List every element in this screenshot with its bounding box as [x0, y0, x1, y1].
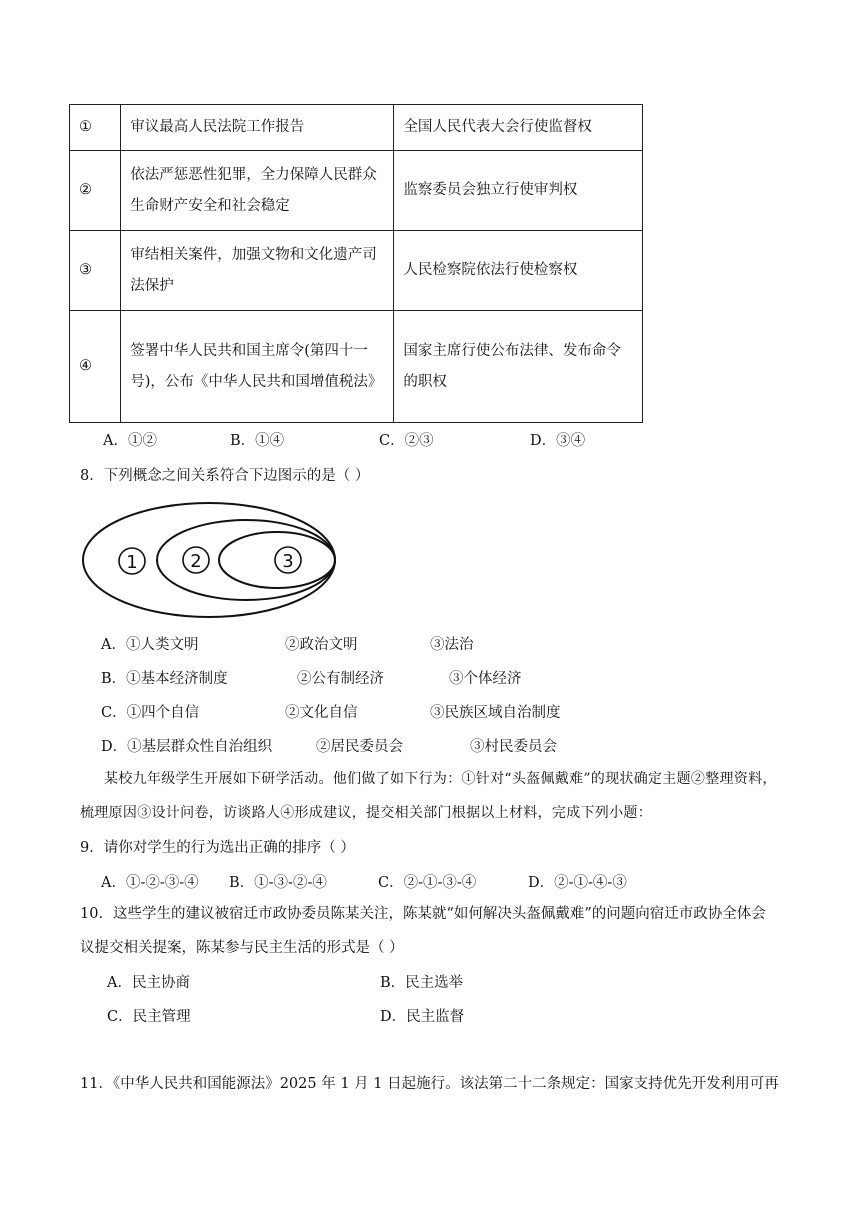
nested-ellipse-diagram [80, 500, 350, 622]
q8-option-d-2: ②居民委员会 [316, 739, 403, 755]
row-event: 审结相关案件，加强文物和文化遗产司法保护 [121, 231, 394, 311]
label-circle-3 [275, 547, 301, 574]
row-number: ① [70, 105, 121, 151]
q8-option-d-1[interactable]: D．①基层群众性自治组织 [101, 739, 273, 755]
table-row [70, 151, 643, 231]
q8-option-b-2: ②公有制经济 [297, 671, 384, 687]
row-number: ④ [70, 311, 121, 423]
material-paragraph: 某校九年级学生开展如下研学活动。他们做了如下行为：①针对“头盔佩戴难”的现状确定主题②整理资料，梳理原因③设计问卷，访谈路人④形成建议，提交相关部门根据以上材料，完成下列小题： [80, 771, 777, 821]
q8-option-b-1[interactable]: B．①基本经济制度 [101, 671, 228, 687]
q8-stem: 8．下列概念之间关系符合下边图示的是（ ） [80, 468, 370, 484]
q11-stem: 11．《中华人民共和国能源法》2025 年 1 月 1 日起施行。该法第二十二条规定：国家支持优先开发利用可再 [80, 1076, 779, 1092]
q9-stem: 9．请你对学生的行为选出正确的排序（ ） [80, 840, 355, 856]
q10-option-c[interactable]: C．民主管理 [107, 1009, 191, 1025]
q8-option-b-3: ③个体经济 [449, 671, 522, 687]
q8-option-a-1[interactable]: A．①人类文明 [101, 637, 199, 653]
q9-option-c[interactable]: C．②-①-③-④ [378, 875, 477, 891]
row-power: 人民检察院依法行使检察权 [394, 231, 643, 311]
q7-option-a[interactable]: A．①② [103, 433, 157, 449]
table-row [70, 231, 643, 311]
q7-table [69, 104, 643, 423]
row-event: 签署中华人民共和国主席令(第四十一号)，公布《中华人民共和国增值税法》 [121, 311, 394, 423]
q8-option-a-2: ②政治文明 [285, 637, 358, 653]
row-power: 国家主席行使公布法律、发布命令的职权 [394, 311, 643, 423]
row-event: 审议最高人民法院工作报告 [121, 105, 394, 151]
table-row [70, 311, 643, 423]
q8-option-d-3: ③村民委员会 [470, 739, 557, 755]
q10-stem: 10．这些学生的建议被宿迁市政协委员陈某关注，陈某就“如何解决头盔佩戴难”的问题向宿迁市政协全体会议提交相关提案，陈某参与民主生活的形式是（ ） [80, 906, 766, 956]
q8-option-a-3: ③法治 [430, 637, 474, 653]
q10-option-a[interactable]: A．民主协商 [107, 975, 190, 991]
q8-option-c-1[interactable]: C．①四个自信 [101, 705, 200, 721]
row-power: 监察委员会独立行使审判权 [394, 151, 643, 231]
q10-option-d[interactable]: D．民主监督 [380, 1009, 465, 1025]
q9-option-a[interactable]: A．①-②-③-④ [101, 875, 199, 891]
ellipse-inner [219, 532, 335, 588]
q8-option-c-2: ②文化自信 [285, 705, 358, 721]
q7-option-d[interactable]: D．③④ [530, 433, 586, 449]
svg-text:1: 1 [126, 552, 138, 573]
q10-option-b[interactable]: B．民主选举 [380, 975, 464, 991]
svg-text:3: 3 [282, 551, 294, 572]
row-event: 依法严惩恶性犯罪，全力保障人民群众生命财产安全和社会稳定 [121, 151, 394, 231]
q8-option-c-3: ③民族区域自治制度 [430, 705, 561, 721]
q7-option-b[interactable]: B．①④ [230, 433, 285, 449]
q7-option-c[interactable]: C．②③ [379, 433, 434, 449]
q9-option-b[interactable]: B．①-③-②-④ [229, 875, 327, 891]
table-row [70, 105, 643, 151]
svg-text:2: 2 [190, 551, 202, 572]
q9-option-d[interactable]: D．②-①-④-③ [528, 875, 627, 891]
row-number: ② [70, 151, 121, 231]
row-power: 全国人民代表大会行使监督权 [394, 105, 643, 151]
label-circle-2 [183, 547, 209, 574]
label-circle-1 [119, 548, 145, 575]
row-number: ③ [70, 231, 121, 311]
